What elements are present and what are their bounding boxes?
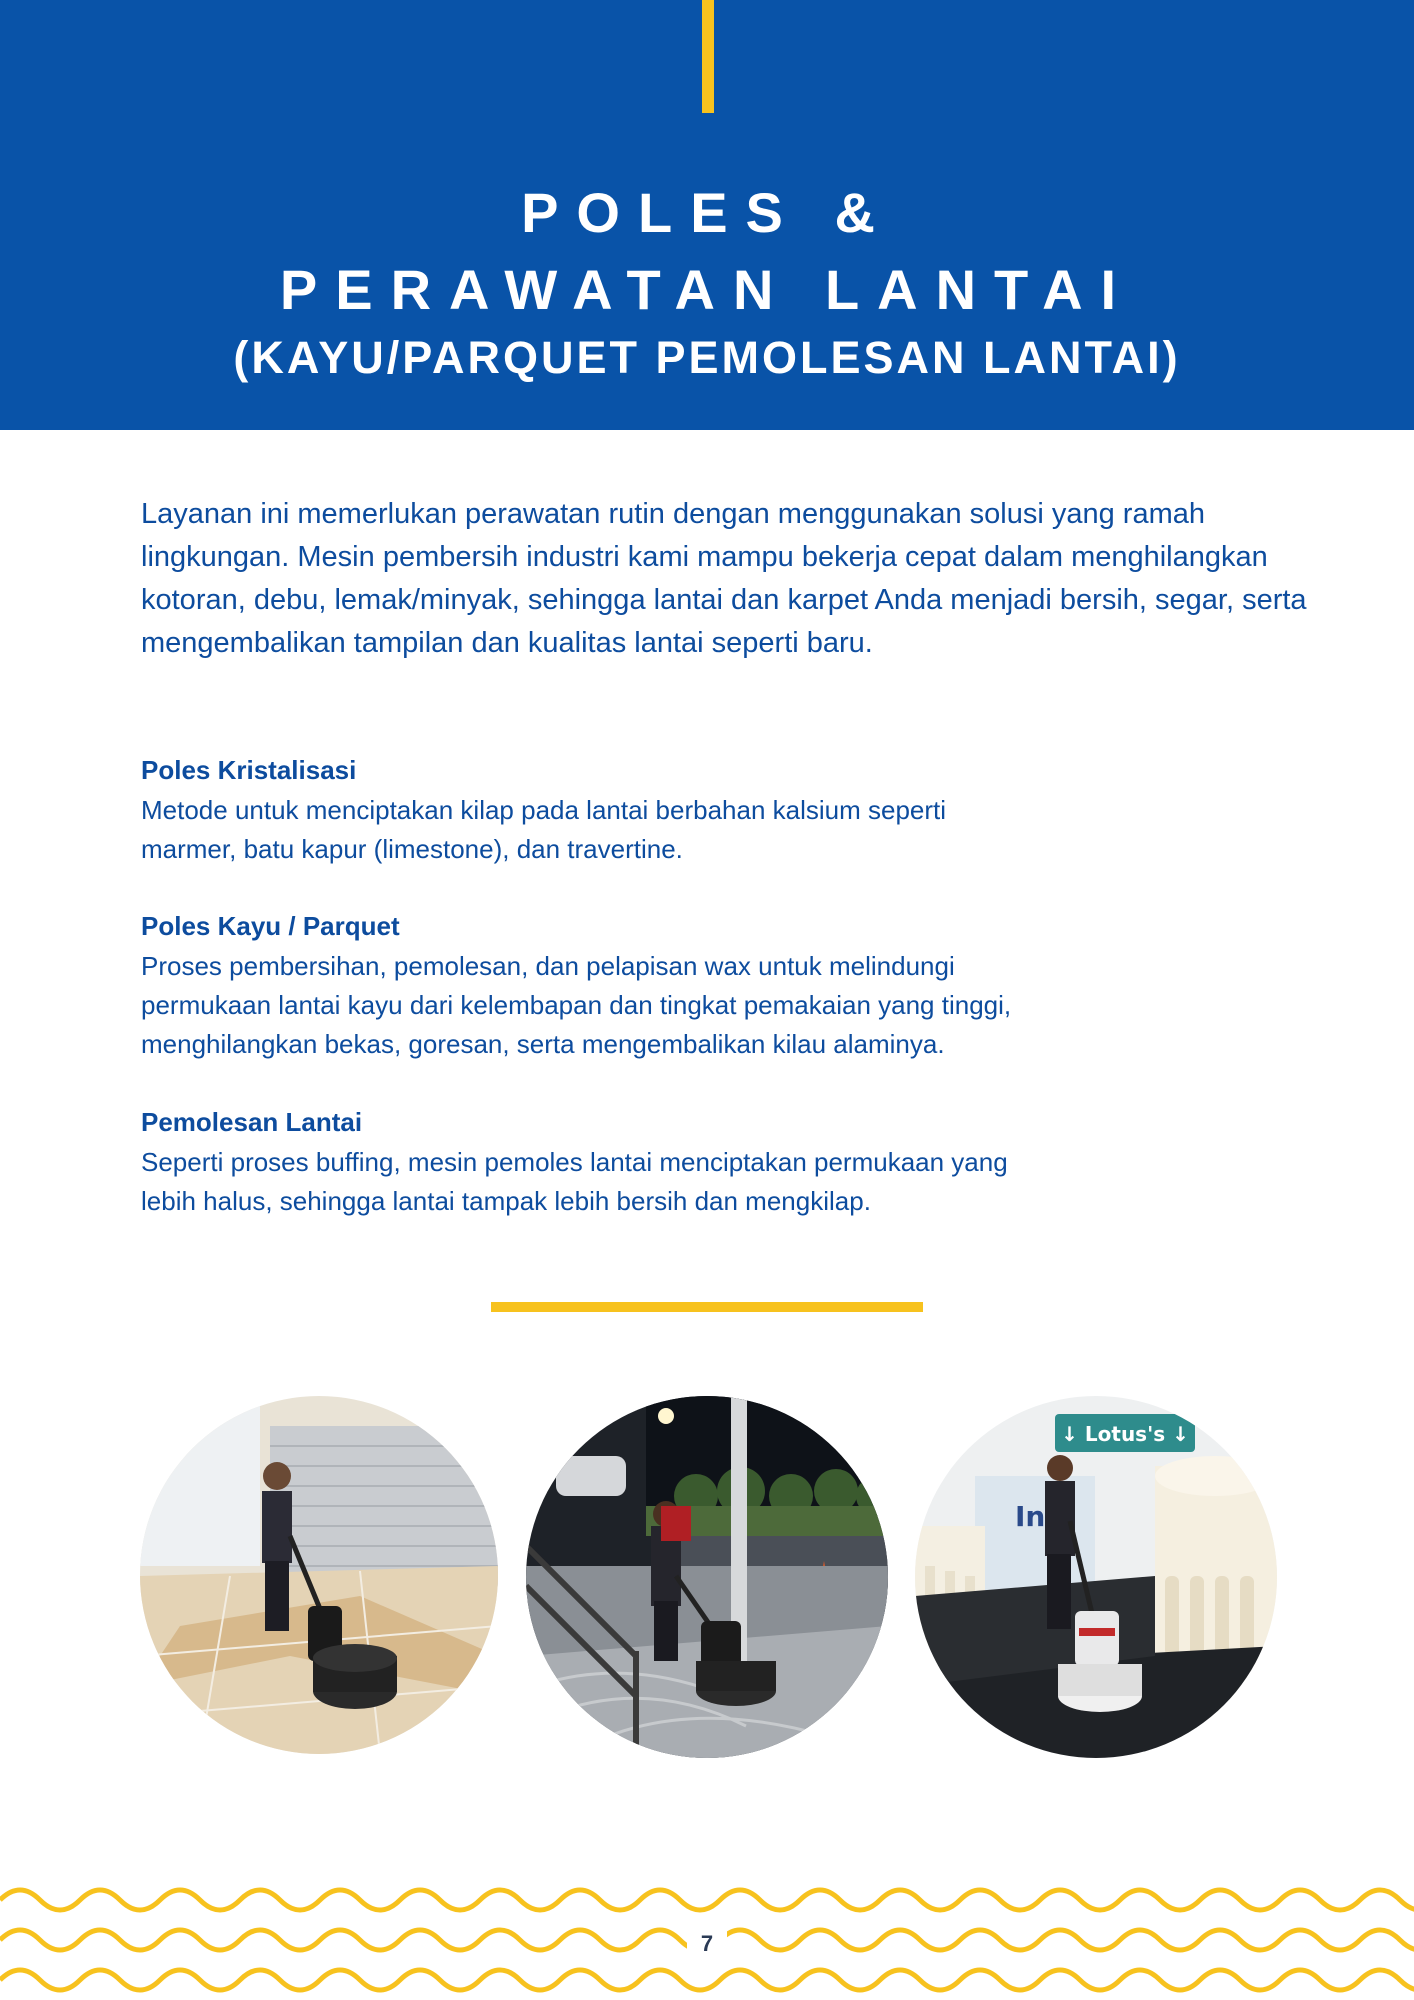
photo-sign-text: ↓ Lotus's ↓ bbox=[1061, 1422, 1189, 1446]
photo-wall-text: In bbox=[1015, 1500, 1046, 1533]
section-title-pemolesan-lantai: Pemolesan Lantai bbox=[141, 1107, 363, 1137]
section-body-pemolesan-lantai bbox=[141, 1143, 1261, 1221]
photo-floor-polishing-mall bbox=[140, 1396, 498, 1754]
photo-floor-polishing-lotus bbox=[915, 1396, 1277, 1758]
section-line: Seperti proses buffing, mesin pemoles lantai menciptakan permukaan yang bbox=[141, 1147, 1008, 1177]
page-number: 7 bbox=[687, 1930, 727, 1958]
title-line-1: POLES & bbox=[521, 181, 893, 244]
photo-floor-polishing-outdoor bbox=[526, 1396, 888, 1758]
header-accent-bar bbox=[702, 0, 714, 113]
section-divider bbox=[491, 1302, 923, 1312]
section-line: permukaan lantai kayu dari kelembapan dan tingkat pemakaian yang tinggi, bbox=[141, 990, 1012, 1020]
section-line: Metode untuk menciptakan kilap pada lantai berbahan kalsium seperti bbox=[141, 795, 947, 825]
section-body-poles-kristalisasi bbox=[141, 791, 1261, 869]
header-banner bbox=[0, 0, 1414, 430]
section-body-poles-kayu bbox=[141, 947, 1261, 1064]
section-line: marmer, batu kapur (limestone), dan travertine. bbox=[141, 834, 683, 864]
section-line: lebih halus, sehingga lantai tampak lebih bersih dan mengkilap. bbox=[141, 1186, 871, 1216]
intro-paragraph: Layanan ini memerlukan perawatan rutin dengan menggunakan solusi yang ramah lingkungan. Mesin pembersih industri kami mampu bekerja cepat dalam menghilangkan kotoran, debu, lemak/minyak, sehingga lantai dan karpet Anda menjadi bersih, segar, serta mengembalikan tampilan dan kualitas lantai seperti baru. bbox=[141, 498, 1307, 659]
section-title-poles-kristalisasi: Poles Kristalisasi bbox=[141, 755, 357, 785]
section-line: Proses pembersihan, pemolesan, dan pelapisan wax untuk melindungi bbox=[141, 951, 955, 981]
title-line-3: (KAYU/PARQUET PEMOLESAN LANTAI) bbox=[233, 332, 1181, 383]
title-line-2: PERAWATAN LANTAI bbox=[279, 258, 1135, 321]
section-title-poles-kayu: Poles Kayu / Parquet bbox=[141, 911, 400, 941]
section-line: menghilangkan bekas, goresan, serta mengembalikan kilau alaminya. bbox=[141, 1029, 945, 1059]
